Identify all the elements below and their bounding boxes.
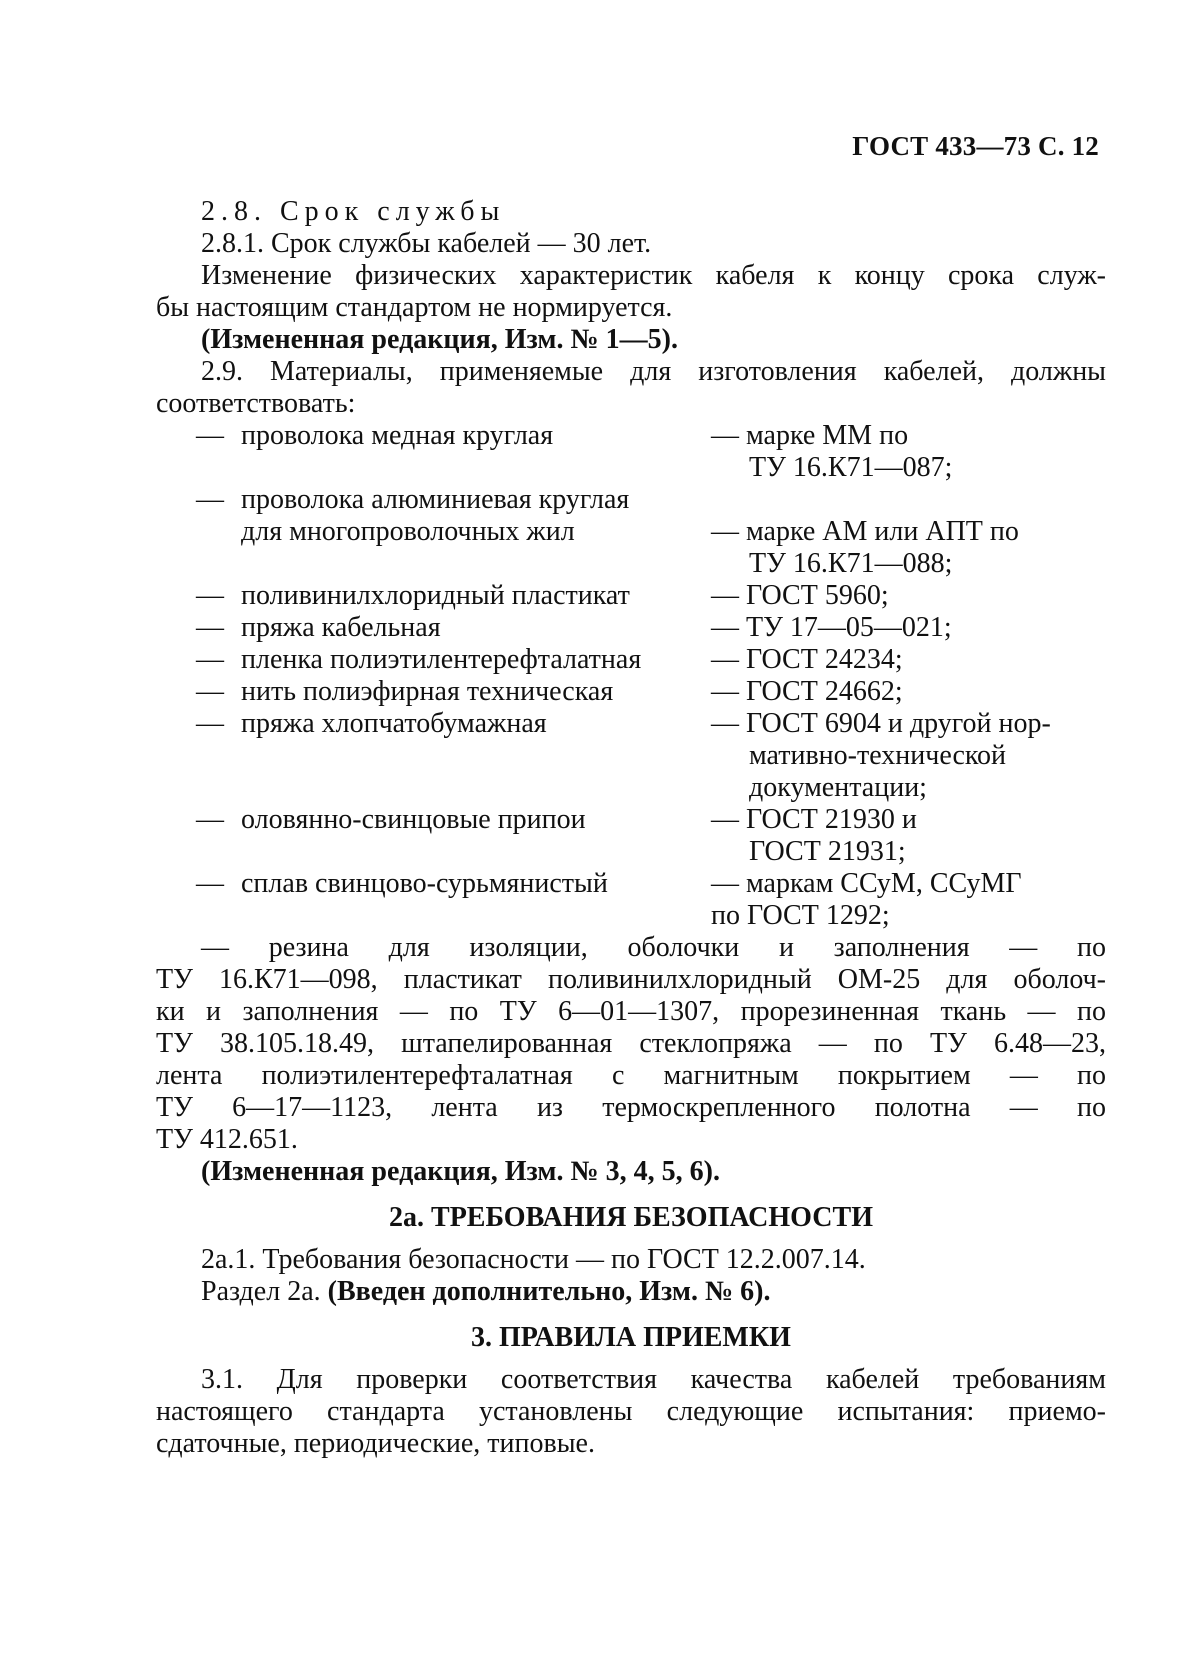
material-name — [241, 708, 711, 740]
material-name-line: сплав свинцово-сурьмянистый — [241, 868, 608, 899]
material-spec — [711, 612, 1106, 644]
material-spec-line: документации; — [749, 772, 927, 803]
material-name-line: нить полиэфирная техническая — [241, 676, 614, 707]
materials-list-item — [156, 868, 1106, 932]
paragraph-2-8-1-change-line1: Изменение физических характеристик кабеля к концу срока служ- — [201, 260, 1106, 291]
section-3-heading: 3. ПРАВИЛА ПРИЕМКИ — [471, 1322, 791, 1353]
paragraph-3-1-line3: сдаточные, периодические, типовые. — [156, 1428, 595, 1459]
paragraph-2-8-1-change-line2: бы настоящим стандартом не нормируется. — [156, 292, 673, 323]
rubber-paragraph-line: ТУ 38.105.18.49, штапелированная стеклопряжа — по ТУ 6.48—23, — [156, 1028, 1106, 1059]
section-2-8-title-text: 2.8. Срок службы — [201, 196, 506, 227]
revision-note-2-8: (Измененная редакция, Изм. № 1—5). — [201, 324, 678, 355]
section-note-prefix: Раздел 2а. — [201, 1276, 321, 1307]
material-spec-line: по ГОСТ 1292; — [711, 900, 890, 931]
rubber-paragraph-line: лента полиэтилентерефталатная с магнитным покрытием — по — [156, 1060, 1106, 1091]
paragraph-2-9-intro-line2: соответствовать: — [156, 388, 356, 419]
material-name-line: оловянно-свинцовые припои — [241, 804, 586, 835]
material-name — [241, 804, 711, 836]
material-spec — [711, 708, 1106, 804]
material-spec-spacer — [711, 484, 1106, 516]
list-dash: — — [196, 644, 224, 675]
paragraph-2-8-1: 2.8.1. Срок службы кабелей — 30 лет. — [201, 228, 652, 259]
material-name-line: поливинилхлоридный пластикат — [241, 580, 630, 611]
section-note-bold: (Введен дополнительно, Изм. № 6). — [327, 1276, 771, 1307]
rubber-paragraph-line: ТУ 16.К71—098, пластикат поливинилхлоридный ОМ-25 для оболоч- — [156, 964, 1106, 995]
material-name-line: для многопроволочных жил — [241, 516, 575, 547]
material-name — [241, 420, 711, 452]
material-spec — [711, 676, 1106, 708]
paragraph-2a-section-note — [156, 1276, 1106, 1308]
material-spec-line: — марке ММ по — [711, 420, 909, 451]
material-spec — [711, 868, 1106, 932]
material-spec-line: — маркам ССуМ, ССуМГ — [711, 868, 1022, 899]
material-name — [241, 676, 711, 708]
material-spec — [711, 420, 1106, 484]
materials-list-item — [156, 580, 1106, 612]
list-dash: — — [196, 580, 224, 611]
material-name-line: пряжа кабельная — [241, 612, 441, 643]
material-name — [241, 484, 711, 548]
material-spec-line: — ГОСТ 5960; — [711, 580, 889, 611]
material-spec-line: — ТУ 17—05—021; — [711, 612, 952, 643]
materials-list-item — [156, 644, 1106, 676]
section-2-8-title — [156, 196, 1106, 228]
material-name — [241, 644, 711, 676]
material-spec-line: ГОСТ 21931; — [749, 836, 906, 867]
materials-list-item — [156, 484, 1106, 580]
revision-note-2-9: (Измененная редакция, Изм. № 3, 4, 5, 6). — [201, 1156, 720, 1187]
rubber-paragraph — [156, 932, 1106, 1156]
material-name-line: проволока алюминиевая круглая — [241, 484, 630, 515]
material-spec — [711, 580, 1106, 612]
materials-list — [156, 420, 1106, 932]
material-name-line: проволока медная круглая — [241, 420, 554, 451]
paragraph-2-9-intro-line1: 2.9. Материалы, применяемые для изготовления кабелей, должны — [201, 356, 1106, 387]
material-spec-line: мативно-технической — [749, 740, 1007, 771]
list-dash: — — [196, 612, 224, 643]
material-spec — [711, 644, 1106, 676]
material-name — [241, 868, 711, 900]
material-spec-line: — ГОСТ 21930 и — [711, 804, 917, 835]
material-spec-line: — ГОСТ 6904 и другой нор- — [711, 708, 1051, 739]
material-name — [241, 580, 711, 612]
paragraph-3-1-line1: 3.1. Для проверки соответствия качества кабелей требованиям — [201, 1364, 1106, 1395]
materials-list-item — [156, 676, 1106, 708]
materials-list-item — [156, 708, 1106, 804]
rubber-paragraph-line: ТУ 6—17—1123, лента из термоскрепленного полотна — по — [156, 1092, 1106, 1123]
rubber-paragraph-line: ки и заполнения — по ТУ 6—01—1307, прорезиненная ткань — по — [156, 996, 1106, 1027]
material-spec-line: ТУ 16.К71—087; — [749, 452, 953, 483]
material-spec-line: ТУ 16.К71—088; — [749, 548, 953, 579]
rubber-paragraph-line: — резина для изоляции, оболочки и заполнения — по — [201, 932, 1106, 963]
material-name-line: пленка полиэтилентерефталатная — [241, 644, 642, 675]
list-dash: — — [196, 708, 224, 739]
document-body — [156, 196, 1106, 1460]
paragraph-2a-1: 2а.1. Требования безопасности — по ГОСТ 12.2.007.14. — [201, 1244, 866, 1275]
material-name-line: пряжа хлопчатобумажная — [241, 708, 547, 739]
material-spec — [711, 804, 1106, 868]
list-dash: — — [196, 484, 224, 515]
list-dash: — — [196, 676, 224, 707]
list-dash: — — [196, 804, 224, 835]
materials-list-item — [156, 804, 1106, 868]
material-spec — [711, 484, 1106, 580]
material-spec-line: — марке АМ или АПТ по — [711, 516, 1019, 547]
page-header-doc-ref: ГОСТ 433—73 С. 12 — [852, 131, 1099, 161]
rubber-paragraph-line: ТУ 412.651. — [156, 1124, 298, 1155]
material-name — [241, 612, 711, 644]
materials-list-item — [156, 420, 1106, 484]
paragraph-3-1-line2: настоящего стандарта установлены следующие испытания: приемо- — [156, 1396, 1106, 1427]
list-dash: — — [196, 868, 224, 899]
material-spec-line: — ГОСТ 24234; — [711, 644, 903, 675]
list-dash: — — [196, 420, 224, 451]
material-spec-line: — ГОСТ 24662; — [711, 676, 903, 707]
section-2a-heading: 2а. ТРЕБОВАНИЯ БЕЗОПАСНОСТИ — [389, 1202, 873, 1233]
materials-list-item — [156, 612, 1106, 644]
